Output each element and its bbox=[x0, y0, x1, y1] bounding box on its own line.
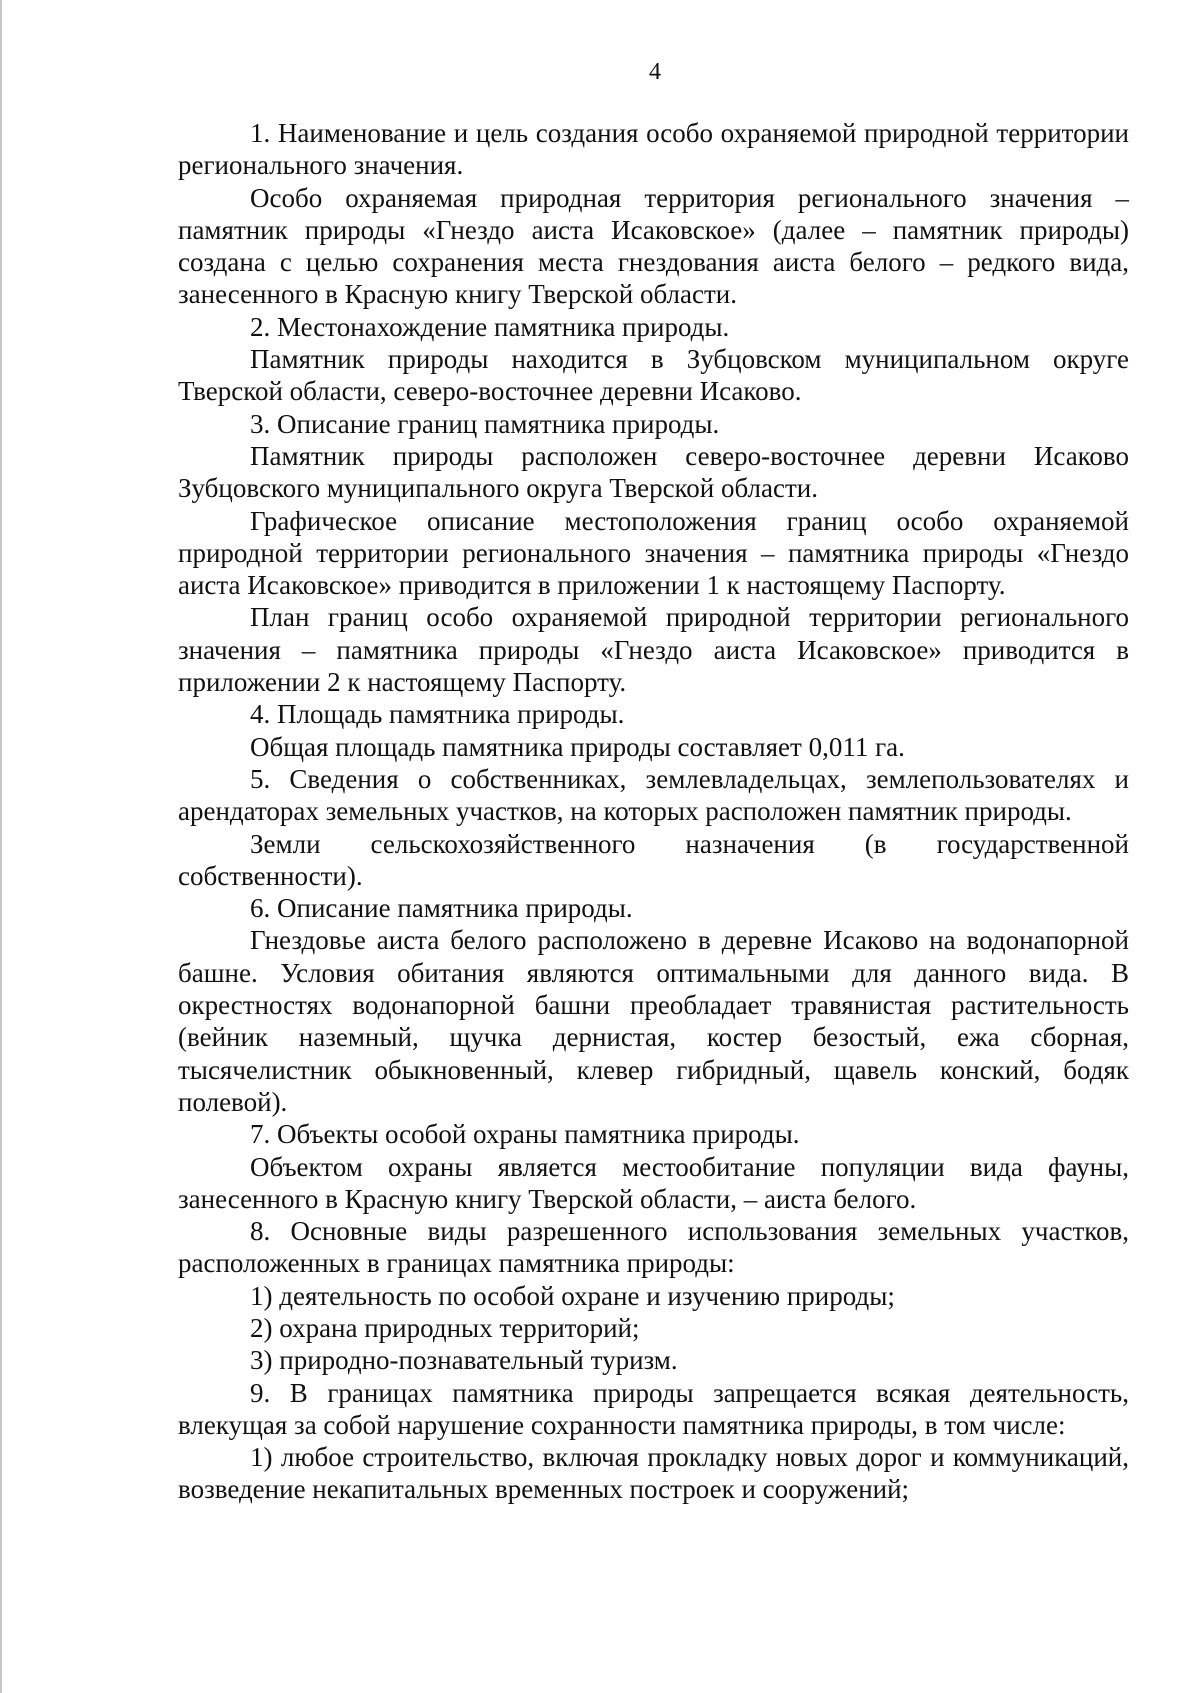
page-number: 4 bbox=[649, 59, 661, 85]
paragraph-land-category: Земли сельскохозяйственного назначения (в государственной собственности). bbox=[178, 828, 1129, 891]
paragraph-purpose: Особо охраняемая природная территория регионального значения – памятник природы «Гнездо аиста Исаковское» (далее – памятник природы) создана с целью сохранения места гнездования аиста белого – редкого вида, занесенного в Красную книгу Тверской области. bbox=[178, 182, 1129, 310]
section-heading-7: 7. Объекты особой охраны памятника природы. bbox=[250, 1119, 800, 1150]
section-heading-1: 1. Наименование и цель создания особо охраняемой природной территории регионального значения. bbox=[178, 118, 1129, 181]
section-heading-2: 2. Местонахождение памятника природы. bbox=[250, 311, 730, 342]
paragraph-protection-object: Объектом охраны является местообитание популяции вида фауны, занесенного в Красную книгу Тверской области, – аиста белого. bbox=[178, 1151, 1129, 1214]
list-item-use-2: 2) охрана природных территорий; bbox=[250, 1312, 640, 1343]
section-heading-6: 6. Описание памятника природы. bbox=[250, 893, 633, 924]
paragraph-area: Общая площадь памятника природы составляет 0,011 га. bbox=[250, 731, 905, 762]
section-heading-5: 5. Сведения о собственниках, землевладельцах, землепользователях и арендаторах земельных участков, на которых расположен памятник природы. bbox=[178, 763, 1129, 827]
paragraph-boundary-plan: План границ особо охраняемой природной территории регионального значения – памятника природы «Гнездо аиста Исаковское» приводится в приложении 2 к настоящему Паспорту. bbox=[178, 602, 1129, 698]
list-item-prohibited-1: 1) любое строительство, включая прокладку новых дорог и коммуникаций, возведение некапитальных временных построек и сооружений; bbox=[178, 1442, 1129, 1505]
paragraph-boundaries: Памятник природы расположен северо-восточнее деревни Исаково Зубцовского муниципального округа Тверской области. bbox=[178, 440, 1129, 504]
list-item-use-3: 3) природно-познавательный туризм. bbox=[250, 1345, 678, 1376]
list-item-use-1: 1) деятельность по особой охране и изучению природы; bbox=[250, 1280, 895, 1311]
document-body bbox=[178, 117, 1129, 1506]
section-heading-9: 9. В границах памятника природы запрещается всякая деятельность, влекущая за собой нарушение сохранности памятника природы, в том числе: bbox=[178, 1377, 1129, 1440]
section-heading-3: 3. Описание границ памятника природы. bbox=[250, 408, 720, 439]
paragraph-graphic-description: Графическое описание местоположения границ особо охраняемой природной территории регионального значения – памятника природы «Гнездо аиста Исаковское» приводится в приложении 1 к настоящему Паспорту. bbox=[178, 505, 1129, 601]
paragraph-description: Гнездовье аиста белого расположено в деревне Исаково на водонапорной башне. Условия обитания являются оптимальными для данного вида. В окрестностях водонапорной башни преобладает травянистая растительность (вейник наземный, щучка дернистая, костер безостый, ежа сборная, тысячелистник обыкновенный, клевер гибридный, щавель конский, бодяк полевой). bbox=[178, 925, 1129, 1117]
section-heading-8: 8. Основные виды разрешенного использования земельных участков, расположенных в границах памятника природы: bbox=[178, 1216, 1129, 1279]
page-edge bbox=[0, 0, 2, 1693]
section-heading-4: 4. Площадь памятника природы. bbox=[250, 699, 625, 730]
paragraph-location: Памятник природы находится в Зубцовском муниципальном округе Тверской области, северо-восточнее деревни Исаково. bbox=[178, 344, 1129, 407]
